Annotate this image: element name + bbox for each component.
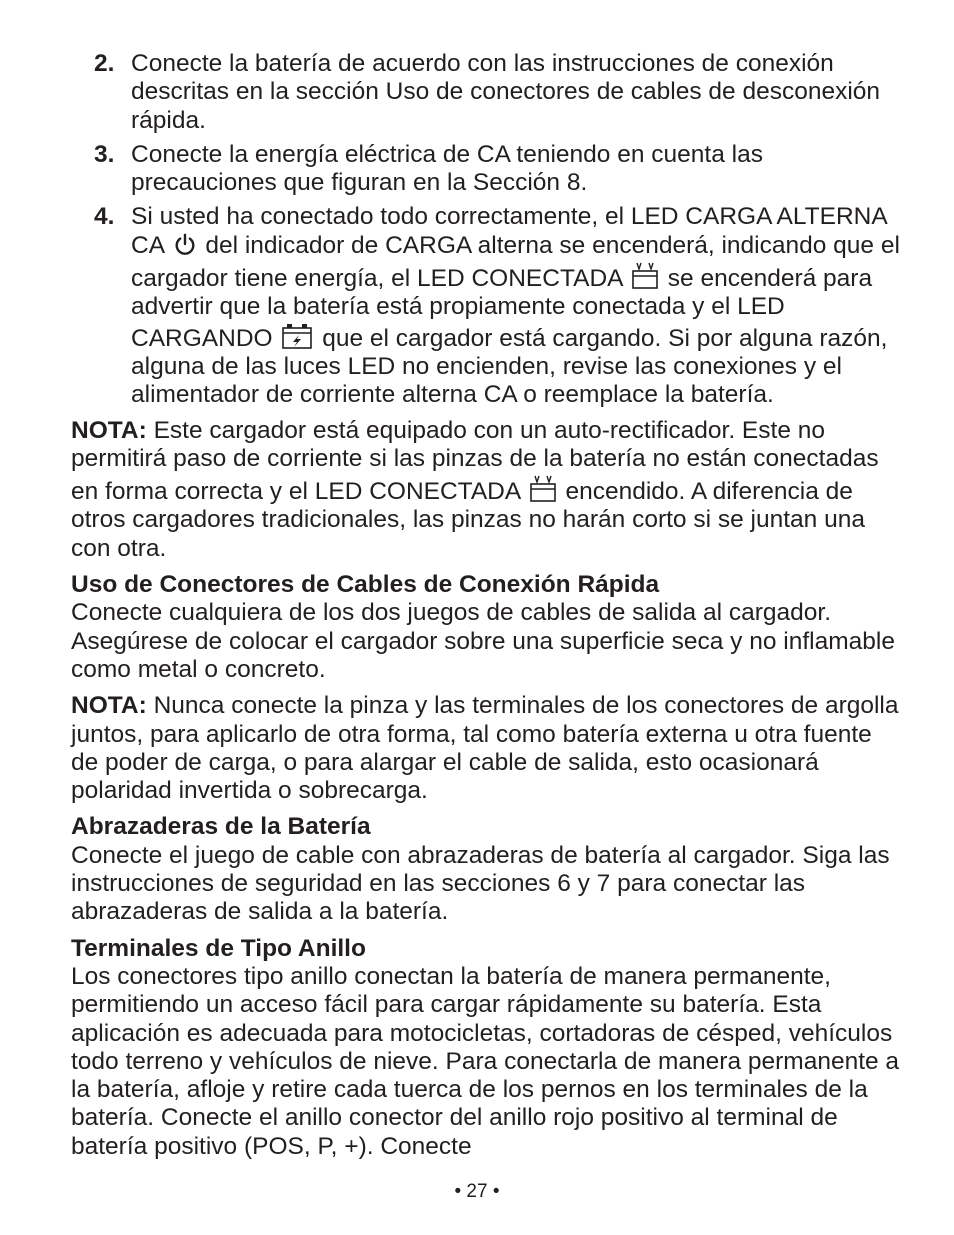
step-text: se encenderá para advertir que la batería está propiamente conectada y el LED CARGANDO [131,265,873,352]
step-text: que el cargador está cargando. Si por alguna razón, alguna de las luces LED no encienden, revise las conexiones y el alimentador de corriente alterna CA o reemplace la batería. [131,324,888,409]
step-text: Conecte la batería de acuerdo con las instrucciones de conexión descritas en la sección Uso de conectores de cables de desconexión rápida. [131,50,881,134]
note-text: Este cargador está equipado con un auto-rectificador. Este no permitirá paso de corriente si las pinzas de la batería no están conectadas en forma correcta y el LED CONECTADA [71,416,879,506]
step-3 [71,141,901,198]
step-text: Conecte la energía eléctrica de CA teniendo en cuenta las precauciones que figuran en la Sección 8. [131,140,763,197]
step-text: Si usted ha conectado todo correctamente, el LED CARGA ALTERNA CA [131,203,887,259]
section-heading: Uso de Conectores de Cables de Conexión Rápida [71,571,660,599]
section-heading: Terminales de Tipo Anillo [71,934,366,962]
section-body: Conecte cualquiera de los dos juegos de cables de salida al cargador. Asegúrese de colocar el cargador sobre una superficie seca y no inflamable como metal o concreto. [71,599,895,683]
note-text: encendido. A diferencia de otros cargadores tradicionales, las pinzas no harán corto si se juntan una con otra. [71,478,865,562]
page-number: • 27 • [454,1181,500,1202]
section-heading: Abrazaderas de la Batería [71,813,371,841]
battery-charging-icon [281,322,313,350]
note-paragraph [71,417,901,563]
battery-icon [529,473,557,503]
power-icon [173,233,197,257]
battery-icon [631,260,659,290]
note-paragraph [71,692,901,805]
note-label: NOTA: [71,692,147,720]
note-text: Nunca conecte la pinza y las terminales de los conectores de argolla juntos, para aplicarlo de otra forma, tal como batería externa u otra fuente de poder de carga, o para alargar el cable de salida, esto ocasionará polaridad invertida o sobrecarga. [71,692,899,805]
section-body: Conecte el juego de cable con abrazaderas de batería al cargador. Siga las instrucciones de seguridad en las secciones 6 y 7 para conectar las abrazaderas de salida a la batería. [71,841,890,926]
section-body: Los conectores tipo anillo conectan la batería de manera permanente, permitiendo un acceso fácil para cargar rápidamente su batería. Esta aplicación es adecuada para motocicletas, cortadoras de césped, vehículos todo terreno y vehículos de nieve. Para conectarla de manera permanente a la batería, afloje y retire cada tuerca de los pernos en los terminales de la batería. Conecte el anillo conector del anillo rojo positivo al terminal de batería positivo (POS, P, +). Conecte [71,962,900,1160]
step-number: 3. [94,140,115,168]
note-label: NOTA: [71,416,147,444]
step-4 [71,203,901,409]
step-number: 2. [94,50,115,77]
step-text: del indicador de CARGA alterna se encenderá, indicando que el cargador tiene energía, el LED CONECTADA [131,231,900,293]
manual-page [71,50,901,1169]
step-number: 4. [94,203,115,231]
step-2 [71,50,901,135]
